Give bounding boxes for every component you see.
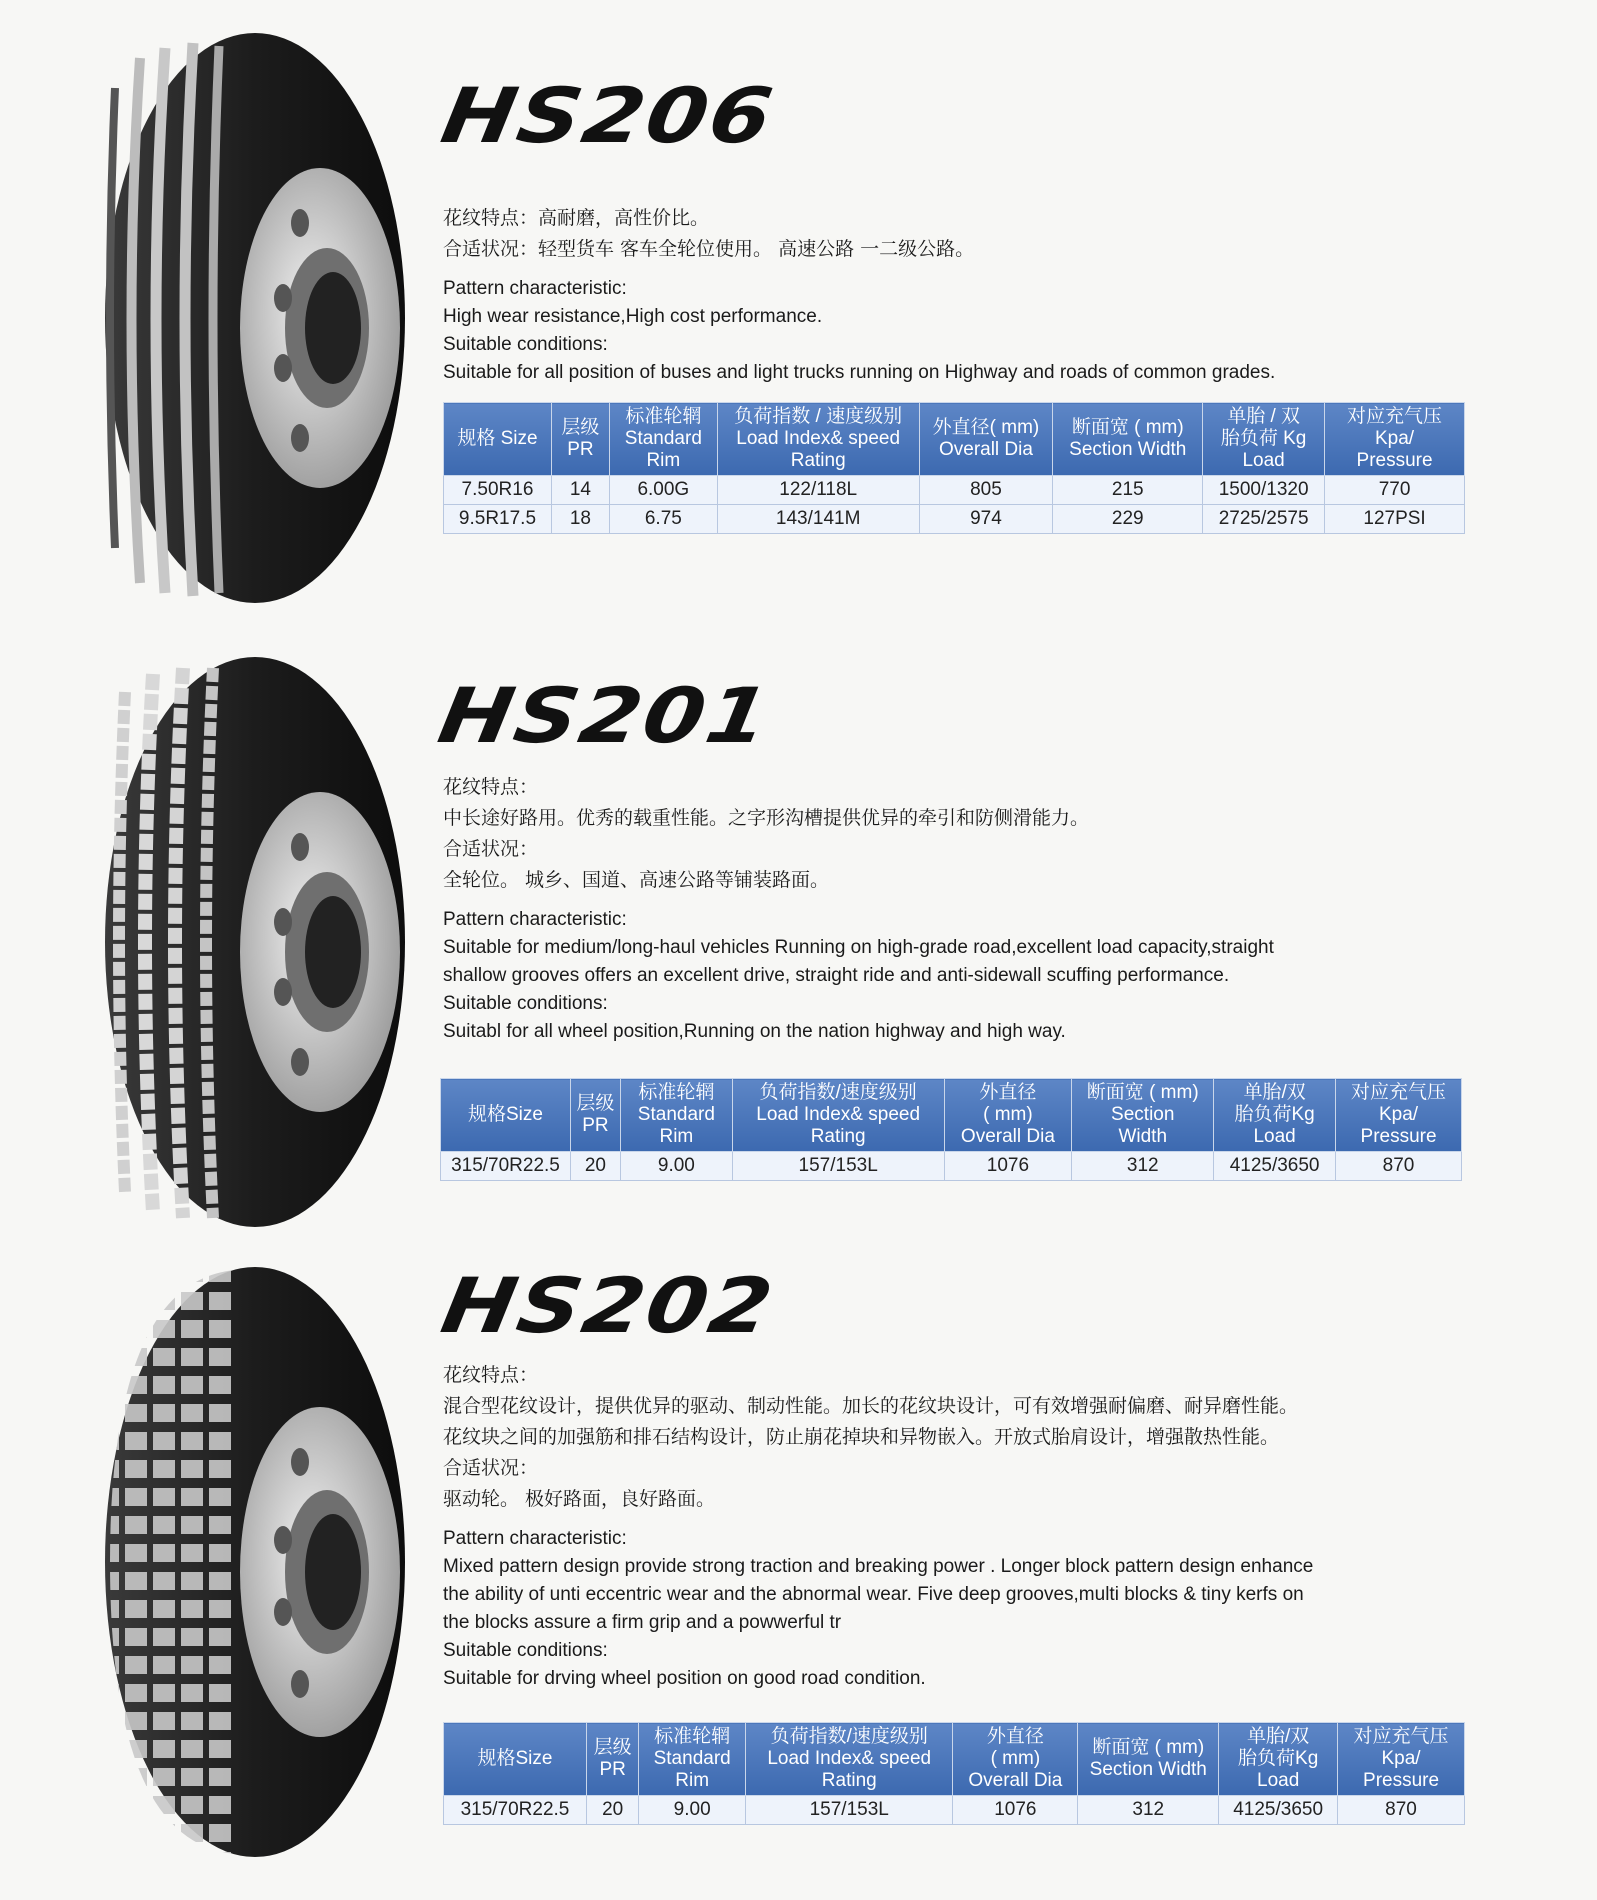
en-text: High wear resistance,High cost performance. xyxy=(443,306,823,327)
header-cell: 标准轮辋 Standard Rim xyxy=(620,1079,732,1152)
header-cell: 规格Size xyxy=(441,1079,571,1152)
table-row xyxy=(444,1796,1465,1825)
table-cell: 20 xyxy=(586,1796,638,1825)
en-text: Suitable for all position of buses and light trucks running on Highway and roads of common grades. xyxy=(443,362,1276,383)
header-cell: 负荷指数/速度级别 Load Index& speed Rating xyxy=(746,1723,953,1796)
header-cell: 层级 PR xyxy=(551,403,609,476)
table-header-row xyxy=(444,1723,1465,1796)
table-cell: 2725/2575 xyxy=(1203,505,1325,534)
description-block xyxy=(443,203,1483,387)
table-cell: 20 xyxy=(570,1152,620,1181)
table-header-row xyxy=(441,1079,1462,1152)
table-cell: 143/141M xyxy=(717,505,919,534)
en-text: shallow grooves offers an excellent drive, straight ride and anti-sidewall scuffing performance. xyxy=(443,965,1230,986)
header-cell: 标准轮辋 Standard Rim xyxy=(639,1723,746,1796)
table-cell: 18 xyxy=(551,505,609,534)
header-cell: 规格Size xyxy=(444,1723,587,1796)
table-cell: 9.00 xyxy=(620,1152,732,1181)
en-label: Suitable conditions: xyxy=(443,1640,608,1661)
table-header-row xyxy=(444,403,1465,476)
header-cell: 标准轮辋 Standard Rim xyxy=(609,403,717,476)
table-cell: 870 xyxy=(1336,1152,1462,1181)
model-title: HS202 xyxy=(435,1261,781,1350)
header-cell: 层级 PR xyxy=(570,1079,620,1152)
header-cell: 外直径( mm) Overall Dia xyxy=(919,403,1053,476)
en-text: Mixed pattern design provide strong traction and breaking power . Longer block pattern design enhance xyxy=(443,1556,1314,1577)
model-title: HS206 xyxy=(435,71,781,160)
spec-table xyxy=(443,402,1465,534)
header-cell: 单胎/双 胎负荷Kg Load xyxy=(1214,1079,1336,1152)
table-cell: 127PSI xyxy=(1325,505,1465,534)
header-cell: 断面宽 ( mm) Section Width xyxy=(1078,1723,1219,1796)
table-cell: 9.00 xyxy=(639,1796,746,1825)
table-row xyxy=(441,1152,1462,1181)
header-cell: 外直径 ( mm) Overall Dia xyxy=(953,1723,1078,1796)
header-cell: 外直径 ( mm) Overall Dia xyxy=(944,1079,1072,1152)
table-cell: 122/118L xyxy=(717,476,919,505)
cn-label: 花纹特点： xyxy=(443,1364,539,1386)
en-label: Suitable conditions: xyxy=(443,334,608,355)
header-cell: 负荷指数 / 速度级别 Load Index& speed Rating xyxy=(717,403,919,476)
header-cell: 断面宽 ( mm) Section Width xyxy=(1053,403,1203,476)
en-label: Pattern characteristic: xyxy=(443,1528,627,1549)
cn-text: 中长途好路用。优秀的载重性能。之字形沟槽提供优异的牵引和防侧滑能力。 xyxy=(443,807,1090,829)
description-block xyxy=(443,1360,1483,1693)
description-block xyxy=(443,772,1483,1046)
en-label: Pattern characteristic: xyxy=(443,909,627,930)
table-cell: 157/153L xyxy=(732,1152,944,1181)
table-cell: 770 xyxy=(1325,476,1465,505)
cn-label: 合适状况： xyxy=(443,1457,539,1479)
table-cell: 9.5R17.5 xyxy=(444,505,552,534)
en-text: Suitabl for all wheel position,Running on the nation highway and high way. xyxy=(443,1021,1066,1042)
header-cell: 对应充气压 Kpa/ Pressure xyxy=(1338,1723,1465,1796)
table-cell: 1076 xyxy=(944,1152,1072,1181)
table-cell: 974 xyxy=(919,505,1053,534)
en-label: Suitable conditions: xyxy=(443,993,608,1014)
table-cell: 315/70R22.5 xyxy=(441,1152,571,1181)
header-cell: 单胎 / 双 胎负荷 Kg Load xyxy=(1203,403,1325,476)
en-text: Suitable for medium/long-haul vehicles Running on high-grade road,excellent load capacity,straight xyxy=(443,937,1274,958)
header-cell: 断面宽 ( mm) Section Width xyxy=(1072,1079,1214,1152)
table-cell: 4125/3650 xyxy=(1219,1796,1338,1825)
cn-label: 合适状况： xyxy=(443,838,539,860)
table-cell: 6.75 xyxy=(609,505,717,534)
table-row xyxy=(444,505,1465,534)
table-cell: 157/153L xyxy=(746,1796,953,1825)
table-cell: 14 xyxy=(551,476,609,505)
table-cell: 312 xyxy=(1078,1796,1219,1825)
tire-image-hs202 xyxy=(95,1262,415,1862)
en-text: the blocks assure a firm grip and a powwerful tr xyxy=(443,1612,842,1633)
header-cell: 对应充气压 Kpa/ Pressure xyxy=(1325,403,1465,476)
cn-text: 花纹块之间的加强筋和排石结构设计，防止崩花掉块和异物嵌入。开放式胎肩设计，增强散热性能。 xyxy=(443,1426,1280,1448)
model-title: HS201 xyxy=(432,671,778,760)
table-cell: 215 xyxy=(1053,476,1203,505)
table-cell: 805 xyxy=(919,476,1053,505)
cn-text: 驱动轮。 极好路面，良好路面。 xyxy=(443,1488,716,1510)
cn-text: 花纹特点：高耐磨，高性价比。 xyxy=(443,207,710,229)
table-row xyxy=(444,476,1465,505)
table-cell: 315/70R22.5 xyxy=(444,1796,587,1825)
header-cell: 负荷指数/速度级别 Load Index& speed Rating xyxy=(732,1079,944,1152)
table-cell: 229 xyxy=(1053,505,1203,534)
tire-image-hs206 xyxy=(95,28,415,608)
header-cell: 规格 Size xyxy=(444,403,552,476)
en-text: the ability of unti eccentric wear and the abnormal wear. Five deep grooves,multi blocks & tiny kerfs on xyxy=(443,1584,1304,1605)
spec-table xyxy=(443,1722,1465,1825)
header-cell: 单胎/双 胎负荷Kg Load xyxy=(1219,1723,1338,1796)
table-cell: 6.00G xyxy=(609,476,717,505)
cn-text: 合适状况：轻型货车 客车全轮位使用。 高速公路 一二级公路。 xyxy=(443,238,975,260)
cn-text: 全轮位。 城乡、国道、高速公路等铺装路面。 xyxy=(443,869,830,891)
cn-label: 花纹特点： xyxy=(443,776,539,798)
tire-image-hs201 xyxy=(95,652,415,1232)
en-text: Suitable for drving wheel position on good road condition. xyxy=(443,1668,926,1689)
cn-text: 混合型花纹设计，提供优异的驱动、制动性能。加长的花纹块设计，可有效增强耐偏磨、耐异磨性能。 xyxy=(443,1395,1299,1417)
table-cell: 870 xyxy=(1338,1796,1465,1825)
header-cell: 对应充气压 Kpa/ Pressure xyxy=(1336,1079,1462,1152)
table-cell: 7.50R16 xyxy=(444,476,552,505)
table-cell: 4125/3650 xyxy=(1214,1152,1336,1181)
table-cell: 1076 xyxy=(953,1796,1078,1825)
en-label: Pattern characteristic: xyxy=(443,278,627,299)
table-cell: 312 xyxy=(1072,1152,1214,1181)
spec-table xyxy=(440,1078,1462,1181)
table-cell: 1500/1320 xyxy=(1203,476,1325,505)
header-cell: 层级 PR xyxy=(586,1723,638,1796)
